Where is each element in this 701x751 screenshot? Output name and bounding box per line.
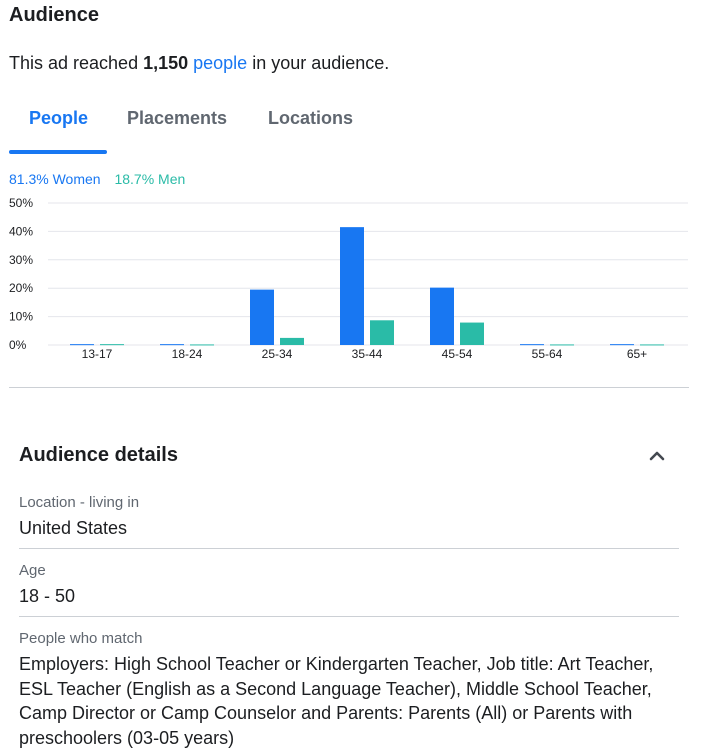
x-tick-label: 13-17 bbox=[81, 347, 113, 361]
age-value: 18 - 50 bbox=[19, 586, 76, 606]
x-tick-label: 18-24 bbox=[171, 347, 203, 361]
bar-women-18-24 bbox=[160, 344, 184, 345]
bar-women-13-17 bbox=[70, 344, 94, 345]
reach-prefix: This ad reached bbox=[9, 53, 144, 73]
chevron-up-icon-glyph bbox=[645, 444, 669, 468]
bar-men-35-44 bbox=[370, 320, 394, 345]
y-tick-label: 0% bbox=[9, 338, 27, 352]
chevron-up-icon[interactable] bbox=[645, 444, 669, 468]
audience-tabs bbox=[0, 100, 701, 156]
bar-men-25-34 bbox=[280, 338, 304, 345]
bar-men-55-64 bbox=[550, 344, 574, 345]
section-divider bbox=[9, 387, 689, 388]
gender-split bbox=[9, 171, 185, 187]
y-tick-label: 20% bbox=[9, 281, 34, 296]
y-tick-label: 10% bbox=[9, 309, 34, 324]
bar-women-55-64 bbox=[520, 344, 544, 345]
x-tick-label: 65+ bbox=[626, 347, 648, 361]
y-tick-label: 40% bbox=[9, 224, 34, 239]
age-gender-chart-svg bbox=[0, 192, 701, 364]
field-divider bbox=[19, 548, 679, 549]
active-tab-indicator bbox=[9, 150, 107, 154]
bar-women-45-54 bbox=[430, 288, 454, 345]
women-percentage: 81.3% Women bbox=[9, 171, 101, 187]
reach-suffix: in your audience. bbox=[247, 53, 390, 73]
bar-men-18-24 bbox=[190, 344, 214, 345]
people-link[interactable]: people bbox=[193, 53, 248, 73]
tab-placements[interactable]: Placements bbox=[127, 108, 228, 128]
bar-men-13-17 bbox=[100, 344, 124, 345]
reach-summary bbox=[9, 53, 389, 74]
age-gender-chart bbox=[0, 192, 701, 364]
location-label: Location - living in bbox=[19, 494, 140, 511]
tab-people[interactable]: People bbox=[29, 108, 89, 128]
y-tick-label: 50% bbox=[9, 196, 34, 210]
x-tick-label: 25-34 bbox=[261, 347, 293, 361]
bar-women-25-34 bbox=[250, 290, 274, 345]
x-tick-label: 45-54 bbox=[441, 347, 473, 361]
x-tick-label: 35-44 bbox=[351, 347, 383, 361]
people-who-match-value: Employers: High School Teacher or Kindergarten Teacher, Job title: Art Teacher, ESL Teacher (English as a Second Language Teacher), Middle School Teacher, Camp Director or Camp Counselor and Parents: Parents (All) or Parents with preschoolers (03-05 years) bbox=[19, 654, 654, 748]
audience-title: Audience bbox=[9, 4, 100, 26]
men-percentage: 18.7% Men bbox=[114, 171, 186, 187]
location-value: United States bbox=[19, 518, 128, 538]
age-label: Age bbox=[19, 562, 46, 579]
bar-men-65+ bbox=[640, 344, 664, 345]
bar-women-65+ bbox=[610, 344, 634, 345]
people-who-match-label: People who match bbox=[19, 630, 143, 647]
reach-count: 1,150 bbox=[143, 53, 189, 73]
bar-men-45-54 bbox=[460, 323, 484, 345]
field-divider bbox=[19, 616, 679, 617]
audience-details-title: Audience details bbox=[19, 444, 178, 466]
bar-women-35-44 bbox=[340, 227, 364, 345]
y-tick-label: 30% bbox=[9, 252, 34, 267]
tab-locations[interactable]: Locations bbox=[268, 108, 354, 128]
x-tick-label: 55-64 bbox=[531, 347, 563, 361]
